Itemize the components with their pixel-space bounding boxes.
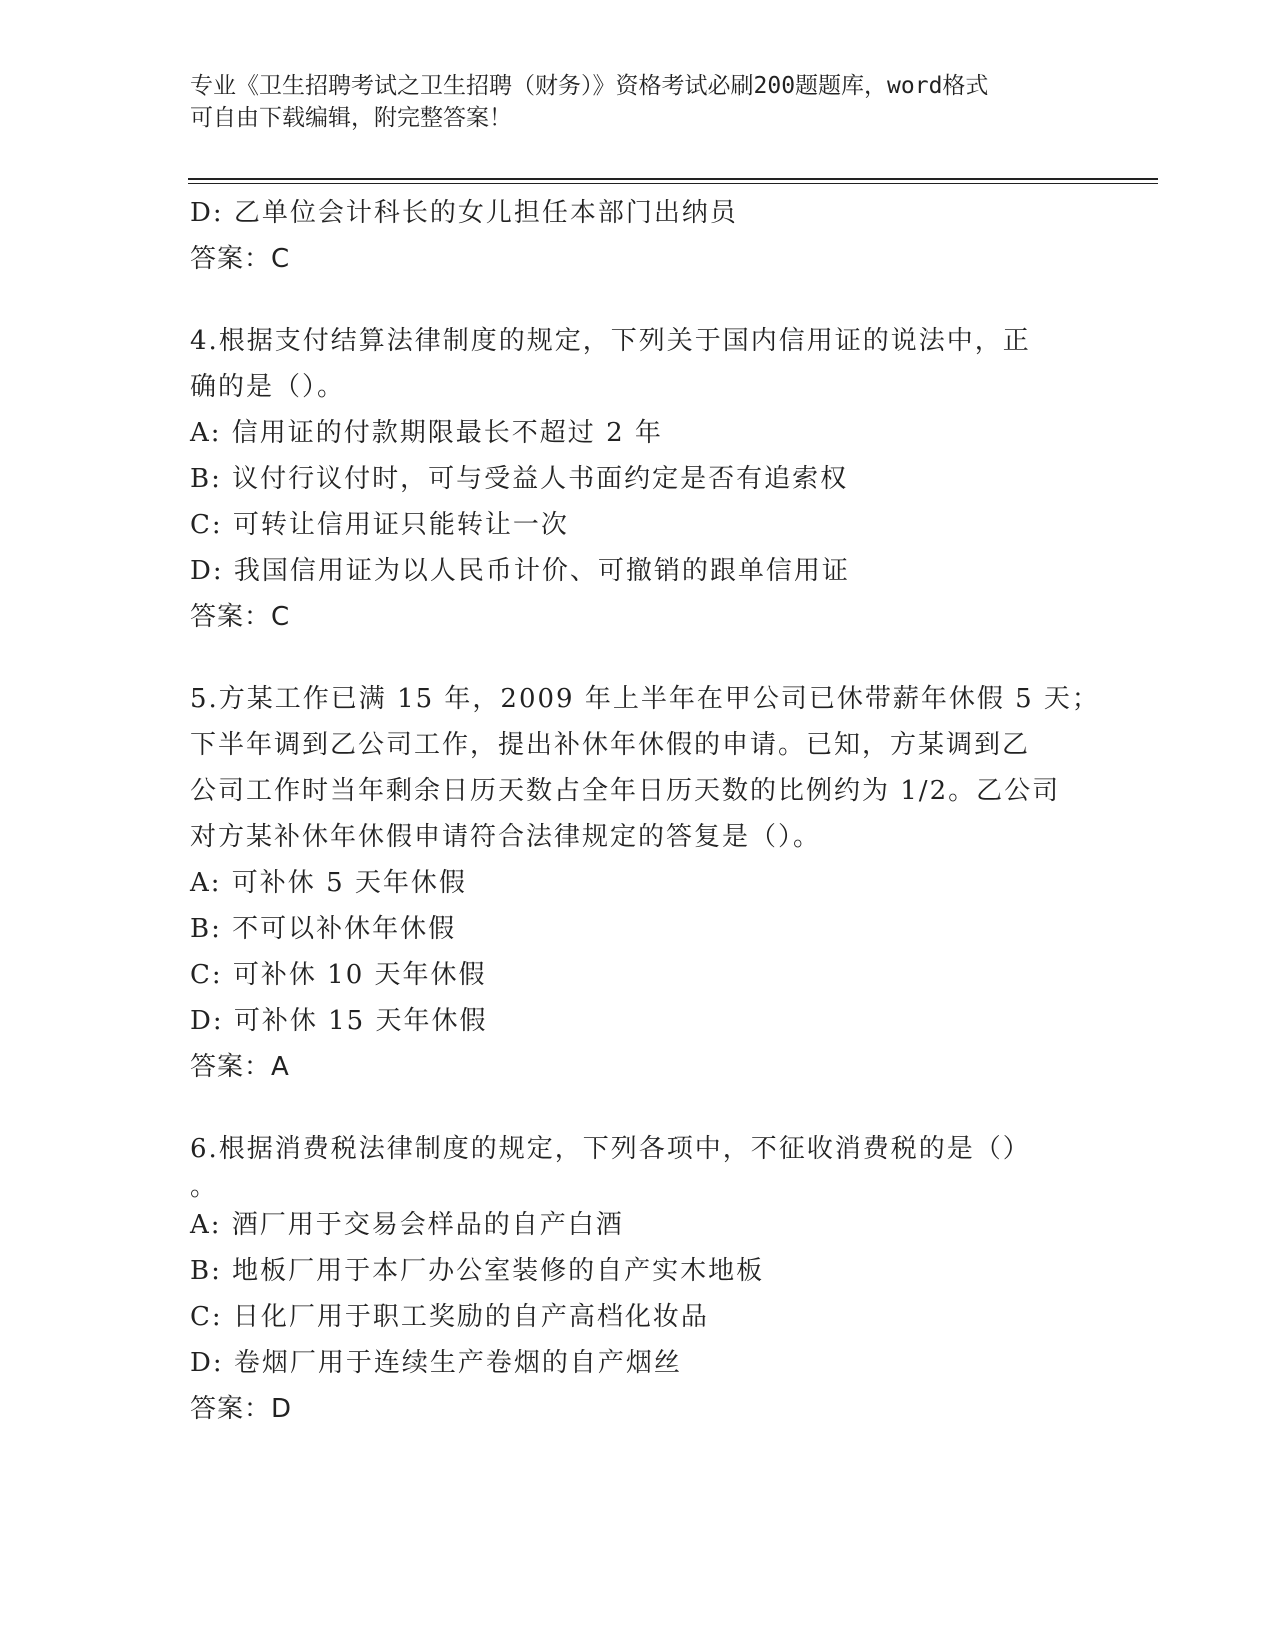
question-stem-line: 对方某补休年休假申请符合法律规定的答复是（）。 (190, 822, 822, 852)
option-c: C: 可转让信用证只能转让一次 (190, 510, 569, 540)
header-title-line-2: 可自由下载编辑，附完整答案！ (190, 105, 512, 131)
previous-question-fragment (190, 190, 1090, 282)
option-c: C: 日化厂用于职工奖励的自产高档化妆品 (190, 1302, 709, 1332)
answer: 答案：C (190, 244, 291, 274)
header-rule-thin (188, 183, 1158, 184)
option-a: A: 信用证的付款期限最长不超过 2 年 (190, 418, 663, 448)
answer: 答案：D (190, 1394, 293, 1424)
question-stem-line: 下半年调到乙公司工作，提出补休年休假的申请。已知，方某调到乙 (190, 730, 1031, 760)
answer: 答案：A (190, 1052, 290, 1082)
header-title-line-1: 专业《卫生招聘考试之卫生招聘（财务）》资格考试必刷200题题库，word格式 (190, 73, 989, 99)
question-stem-line: 6.根据消费税法律制度的规定，下列各项中，不征收消费税的是（） (190, 1134, 1031, 1164)
answer: 答案：C (190, 602, 291, 632)
question-5 (190, 676, 1100, 1090)
question-stem-line: 公司工作时当年剩余日历天数占全年日历天数的比例约为 1/2。乙公司 (190, 776, 1061, 806)
header-rule-thick (188, 178, 1158, 180)
option-d: D: 我国信用证为以人民币计价、可撤销的跟单信用证 (190, 556, 850, 586)
option-d: D: 乙单位会计科长的女儿担任本部门出纳员 (190, 198, 738, 228)
option-a: A: 可补休 5 天年休假 (190, 868, 467, 898)
option-d: D: 卷烟厂用于连续生产卷烟的自产烟丝 (190, 1348, 682, 1378)
option-c: C: 可补休 10 天年休假 (190, 960, 487, 990)
question-4 (190, 318, 1090, 640)
option-b: B: 地板厂用于本厂办公室装修的自产实木地板 (190, 1256, 765, 1286)
option-a: A: 酒厂用于交易会样品的自产白酒 (190, 1210, 624, 1240)
question-stem-line: 确的是（）。 (190, 372, 346, 402)
question-stem-line: 。 (190, 1172, 219, 1202)
page-header (190, 70, 1090, 134)
question-stem-line: 4.根据支付结算法律制度的规定，下列关于国内信用证的说法中，正 (190, 326, 1031, 356)
option-d: D: 可补休 15 天年休假 (190, 1006, 488, 1036)
option-b: B: 不可以补休年休假 (190, 914, 457, 944)
option-b: B: 议付行议付时，可与受益人书面约定是否有追索权 (190, 464, 849, 494)
question-content (190, 190, 1100, 1432)
question-6 (190, 1126, 1090, 1432)
question-stem-line: 5.方某工作已满 15 年，2009 年上半年在甲公司已休带薪年休假 5 天； (190, 684, 1100, 714)
